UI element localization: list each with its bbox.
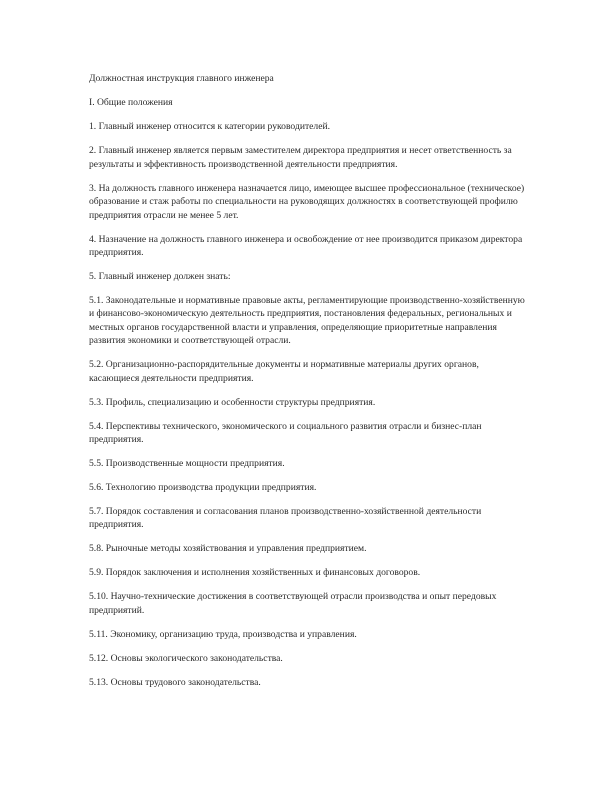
paragraph-4: 4. Назначение на должность главного инженера и освобождение от нее производится приказом директора предприятия. xyxy=(89,233,523,259)
paragraph-5-7: 5.7. Порядок составления и согласования планов производственно-хозяйственной деятельности предприятия. xyxy=(89,506,482,531)
paragraph-5-5: 5.5. Производственные мощности предприятия. xyxy=(89,458,285,470)
paragraph-5-8: 5.8. Рыночные методы хозяйствования и управления предприятием. xyxy=(89,543,367,555)
paragraph-5-2: 5.2. Организационно-распорядительные документы и нормативные материалы других органов, касающиеся деятельности предприятия. xyxy=(89,359,479,384)
paragraph-5-1: 5.1. Законодательные и нормативные правовые акты, регламентирующие производственно-хозяйственную и финансово-экономическую деятельность предприятия, постановления федеральных, региональных и местных органов государственной власти и управления, определяющие приоритетные направления развития экономики и соответствующей отрасли. xyxy=(89,295,525,347)
paragraph-5-4: 5.4. Перспективы технического, экономического и социального развития отрасли и бизнес-план предприятия. xyxy=(89,420,482,446)
paragraph-3: 3. На должность главного инженера назначается лицо, имеющее высшее профессиональное (техническое) образование и стаж работы по специальности на руководящих должностях в соответствующей профилю предприятия отрасли не менее 5 лет. xyxy=(89,182,525,221)
paragraph-5-3: 5.3. Профиль, специализацию и особенности структуры предприятия. xyxy=(89,396,376,408)
document-title: Должностная инструкция главного инженера xyxy=(89,73,274,84)
paragraph-5-6: 5.6. Технологию производства продукции предприятия. xyxy=(89,482,317,494)
paragraph-5-10: 5.10. Научно-технические достижения в соответствующей отрасли производства и опыт передовых предприятий. xyxy=(89,591,497,616)
paragraph-5-13: 5.13. Основы трудового законодательства. xyxy=(89,676,261,688)
paragraph-5: 5. Главный инженер должен знать: xyxy=(89,271,231,283)
section-heading-general-provisions: I. Общие положения xyxy=(89,97,173,109)
paragraph-2: 2. Главный инженер является первым заместителем директора предприятия и несет ответственность за результаты и эффективность производственной деятельности предприятия. xyxy=(89,145,512,170)
paragraph-1: 1. Главный инженер относится к категории руководителей. xyxy=(89,121,330,133)
document-body xyxy=(89,72,529,700)
paragraph-5-11: 5.11. Экономику, организацию труда, производства и управления. xyxy=(89,628,357,640)
paragraph-5-12: 5.12. Основы экологического законодательства. xyxy=(89,652,283,664)
paragraph-5-9: 5.9. Порядок заключения и исполнения хозяйственных и финансовых договоров. xyxy=(89,567,421,579)
